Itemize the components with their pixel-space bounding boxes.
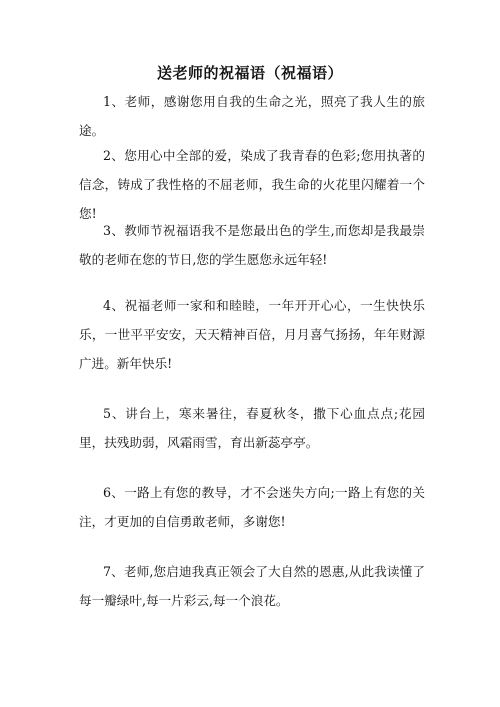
paragraph-3: 3、教师节祝福语我不是您最出色的学生,而您却是我最崇敬的老师在您的节日,您的学生愿您永远年轻! <box>79 223 425 267</box>
paragraph-2: 2、您用心中全部的爱，染成了我青春的色彩;您用执著的信念，铸成了我性格的不屈老师，我生命的火花里闪耀着一个您! <box>79 148 425 221</box>
paragraph-4: 4、祝福老师一家和和睦睦，一年开开心心，一生快快乐乐，一世平平安安，天天精神百倍，月月喜气扬扬，年年财源广进。新年快乐! <box>79 298 425 371</box>
paragraph-1: 1、老师，感谢您用自我的生命之光，照亮了我人生的旅途。 <box>79 94 425 138</box>
page-title: 送老师的祝福语（祝福语） <box>156 64 343 82</box>
paragraph-7: 7、老师,您启迪我真正领会了大自然的恩惠,从此我读懂了每一瓣绿叶,每一片彩云,每一个浪花。 <box>79 564 425 608</box>
paragraph-6: 6、一路上有您的教导，才不会迷失方向;一路上有您的关注，才更加的自信勇敢老师，多谢您! <box>79 485 425 529</box>
paragraph-5: 5、讲台上，寒来暑往，春夏秋冬，撒下心血点点;花园里，扶残助弱，风霜雨雪，育出新蕊亭亭。 <box>79 406 425 450</box>
